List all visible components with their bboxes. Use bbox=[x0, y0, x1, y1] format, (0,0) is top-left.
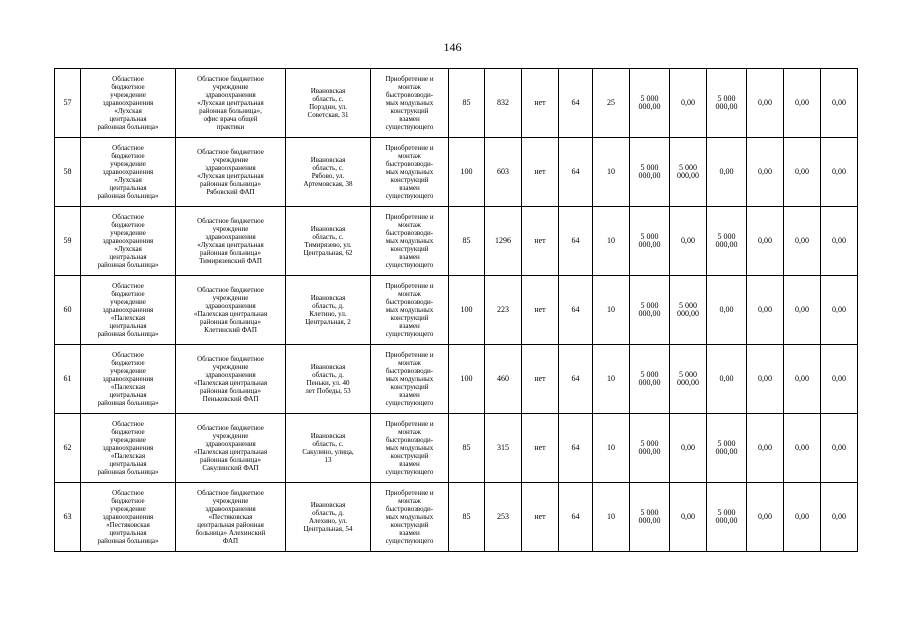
amount-cell: 0,00 bbox=[747, 414, 784, 483]
value-cell: 100 bbox=[449, 138, 485, 207]
value-cell: 64 bbox=[559, 207, 593, 276]
row-number: 58 bbox=[55, 138, 81, 207]
amount-cell: 5 000 000,00 bbox=[707, 483, 747, 552]
amount-cell: 5 000 000,00 bbox=[707, 69, 747, 138]
row-number: 61 bbox=[55, 345, 81, 414]
work-type-cell: Приобретение и монтаж быстровозводи- мых модульных конструкций взамен существующего bbox=[371, 414, 449, 483]
value-cell: 10 bbox=[593, 345, 630, 414]
institution-cell: Областное бюджетное учреждение здравоохранения «Палехская центральная районная больница» bbox=[81, 276, 176, 345]
amount-cell: 0,00 bbox=[821, 276, 858, 345]
amount-cell: 0,00 bbox=[747, 483, 784, 552]
amount-cell: 5 000 000,00 bbox=[630, 69, 670, 138]
value-cell: 223 bbox=[485, 276, 522, 345]
facility-cell: Областное бюджетное учреждение здравоохранения «Палехская центральная районная больница» Сакулинский ФАП bbox=[176, 414, 286, 483]
value-cell: 85 bbox=[449, 414, 485, 483]
value-cell: нет bbox=[522, 345, 559, 414]
amount-cell: 0,00 bbox=[821, 345, 858, 414]
institution-cell: Областное бюджетное учреждение здравоохранения «Палехская центральная районная больница» bbox=[81, 414, 176, 483]
value-cell: 832 bbox=[485, 69, 522, 138]
table-row bbox=[55, 207, 858, 276]
value-cell: 64 bbox=[559, 414, 593, 483]
value-cell: 100 bbox=[449, 345, 485, 414]
address-cell: Ивановская область, д. Пеньки, ул. 40 лет Победы, 53 bbox=[286, 345, 371, 414]
amount-cell: 0,00 bbox=[747, 138, 784, 207]
amount-cell: 5 000 000,00 bbox=[630, 483, 670, 552]
row-number: 57 bbox=[55, 69, 81, 138]
amount-cell: 0,00 bbox=[821, 483, 858, 552]
row-number: 59 bbox=[55, 207, 81, 276]
facility-cell: Областное бюджетное учреждение здравоохранения «Лухская центральная районная больница» Рябовский ФАП bbox=[176, 138, 286, 207]
work-type-cell: Приобретение и монтаж быстровозводи- мых модульных конструкций взамен существующего bbox=[371, 138, 449, 207]
value-cell: 315 bbox=[485, 414, 522, 483]
amount-cell: 5 000 000,00 bbox=[707, 207, 747, 276]
amount-cell: 0,00 bbox=[707, 276, 747, 345]
amount-cell: 5 000 000,00 bbox=[707, 414, 747, 483]
facility-cell: Областное бюджетное учреждение здравоохранения «Палехская центральная районная больница» Пеньковский ФАП bbox=[176, 345, 286, 414]
facility-cell: Областное бюджетное учреждение здравоохранения «Лухская центральная районная больница», офис врача общей практики bbox=[176, 69, 286, 138]
facility-cell: Областное бюджетное учреждение здравоохранения «Палехская центральная районная больница» Клетинский ФАП bbox=[176, 276, 286, 345]
amount-cell: 0,00 bbox=[747, 276, 784, 345]
institution-cell: Областное бюджетное учреждение здравоохранения «Лухская центральная районная больница» bbox=[81, 138, 176, 207]
address-cell: Ивановская область, д. Алехино, ул. Центральная, 54 bbox=[286, 483, 371, 552]
amount-cell: 5 000 000,00 bbox=[630, 207, 670, 276]
value-cell: 460 bbox=[485, 345, 522, 414]
institution-cell: Областное бюджетное учреждение здравоохранения «Лухская центральная районная больница» bbox=[81, 207, 176, 276]
amount-cell: 0,00 bbox=[707, 138, 747, 207]
value-cell: 100 bbox=[449, 276, 485, 345]
amount-cell: 0,00 bbox=[747, 69, 784, 138]
amount-cell: 5 000 000,00 bbox=[630, 276, 670, 345]
facility-cell: Областное бюджетное учреждение здравоохранения «Пестяковская центральная районная больница» Алехинский ФАП bbox=[176, 483, 286, 552]
value-cell: 85 bbox=[449, 483, 485, 552]
amount-cell: 0,00 bbox=[670, 414, 707, 483]
amount-cell: 0,00 bbox=[821, 414, 858, 483]
address-cell: Ивановская область, с. Тимирязево, ул. Центральная, 62 bbox=[286, 207, 371, 276]
table-row bbox=[55, 345, 858, 414]
value-cell: 253 bbox=[485, 483, 522, 552]
value-cell: 10 bbox=[593, 414, 630, 483]
amount-cell: 5 000 000,00 bbox=[630, 345, 670, 414]
row-number: 62 bbox=[55, 414, 81, 483]
value-cell: 10 bbox=[593, 483, 630, 552]
amount-cell: 0,00 bbox=[747, 207, 784, 276]
value-cell: 85 bbox=[449, 69, 485, 138]
value-cell: 10 bbox=[593, 276, 630, 345]
amount-cell: 0,00 bbox=[784, 207, 821, 276]
institution-cell: Областное бюджетное учреждение здравоохранения «Палехская центральная районная больница» bbox=[81, 345, 176, 414]
amount-cell: 5 000 000,00 bbox=[670, 345, 707, 414]
work-type-cell: Приобретение и монтаж быстровозводи- мых модульных конструкций взамен существующего bbox=[371, 276, 449, 345]
value-cell: 603 bbox=[485, 138, 522, 207]
value-cell: нет bbox=[522, 207, 559, 276]
table-row bbox=[55, 276, 858, 345]
amount-cell: 0,00 bbox=[784, 414, 821, 483]
facility-cell: Областное бюджетное учреждение здравоохранения «Лухская центральная районная больница» Тимирязевский ФАП bbox=[176, 207, 286, 276]
table-row bbox=[55, 483, 858, 552]
value-cell: нет bbox=[522, 414, 559, 483]
amount-cell: 0,00 bbox=[707, 345, 747, 414]
address-cell: Ивановская область, с. Сакулино, улица, 13 bbox=[286, 414, 371, 483]
amount-cell: 5 000 000,00 bbox=[630, 414, 670, 483]
address-cell: Ивановская область, с. Порзднн, ул. Советская, 31 bbox=[286, 69, 371, 138]
facilities-table bbox=[54, 68, 858, 552]
amount-cell: 5 000 000,00 bbox=[670, 276, 707, 345]
value-cell: 64 bbox=[559, 69, 593, 138]
work-type-cell: Приобретение и монтаж быстровозводи- мых модульных конструкций взамен существующего bbox=[371, 345, 449, 414]
amount-cell: 0,00 bbox=[784, 483, 821, 552]
amount-cell: 0,00 bbox=[784, 345, 821, 414]
table-row bbox=[55, 138, 858, 207]
work-type-cell: Приобретение и монтаж быстровозводи- мых модульных конструкций взамен существующего bbox=[371, 483, 449, 552]
value-cell: 64 bbox=[559, 483, 593, 552]
amount-cell: 0,00 bbox=[821, 207, 858, 276]
work-type-cell: Приобретение и монтаж быстровозводи- мых модульных конструкций взамен существующего bbox=[371, 207, 449, 276]
amount-cell: 0,00 bbox=[670, 483, 707, 552]
value-cell: 1296 bbox=[485, 207, 522, 276]
amount-cell: 0,00 bbox=[784, 138, 821, 207]
row-number: 63 bbox=[55, 483, 81, 552]
value-cell: нет bbox=[522, 138, 559, 207]
amount-cell: 0,00 bbox=[784, 276, 821, 345]
amount-cell: 0,00 bbox=[670, 207, 707, 276]
value-cell: 10 bbox=[593, 138, 630, 207]
page-number: 146 bbox=[443, 40, 462, 54]
amount-cell: 0,00 bbox=[784, 69, 821, 138]
amount-cell: 0,00 bbox=[747, 345, 784, 414]
row-number: 60 bbox=[55, 276, 81, 345]
value-cell: 64 bbox=[559, 345, 593, 414]
value-cell: нет bbox=[522, 69, 559, 138]
address-cell: Ивановская область, д. Клетино, ул. Центральная, 2 bbox=[286, 276, 371, 345]
institution-cell: Областное бюджетное учреждение здравоохранения «Лухская центральная районная больница» bbox=[81, 69, 176, 138]
value-cell: нет bbox=[522, 276, 559, 345]
value-cell: 64 bbox=[559, 276, 593, 345]
value-cell: 64 bbox=[559, 138, 593, 207]
value-cell: 10 bbox=[593, 207, 630, 276]
amount-cell: 5 000 000,00 bbox=[670, 138, 707, 207]
amount-cell: 0,00 bbox=[821, 138, 858, 207]
amount-cell: 5 000 000,00 bbox=[630, 138, 670, 207]
value-cell: 85 bbox=[449, 207, 485, 276]
table-row bbox=[55, 69, 858, 138]
value-cell: 25 bbox=[593, 69, 630, 138]
amount-cell: 0,00 bbox=[670, 69, 707, 138]
institution-cell: Областное бюджетное учреждение здравоохранения «Пестяковская центральная районная больница» bbox=[81, 483, 176, 552]
amount-cell: 0,00 bbox=[821, 69, 858, 138]
table-row bbox=[55, 414, 858, 483]
work-type-cell: Приобретение и монтаж быстровозводи- мых модульных конструкций взамен существующего bbox=[371, 69, 449, 138]
address-cell: Ивановская область, с. Рябово, ул. Артемовская, 38 bbox=[286, 138, 371, 207]
value-cell: нет bbox=[522, 483, 559, 552]
